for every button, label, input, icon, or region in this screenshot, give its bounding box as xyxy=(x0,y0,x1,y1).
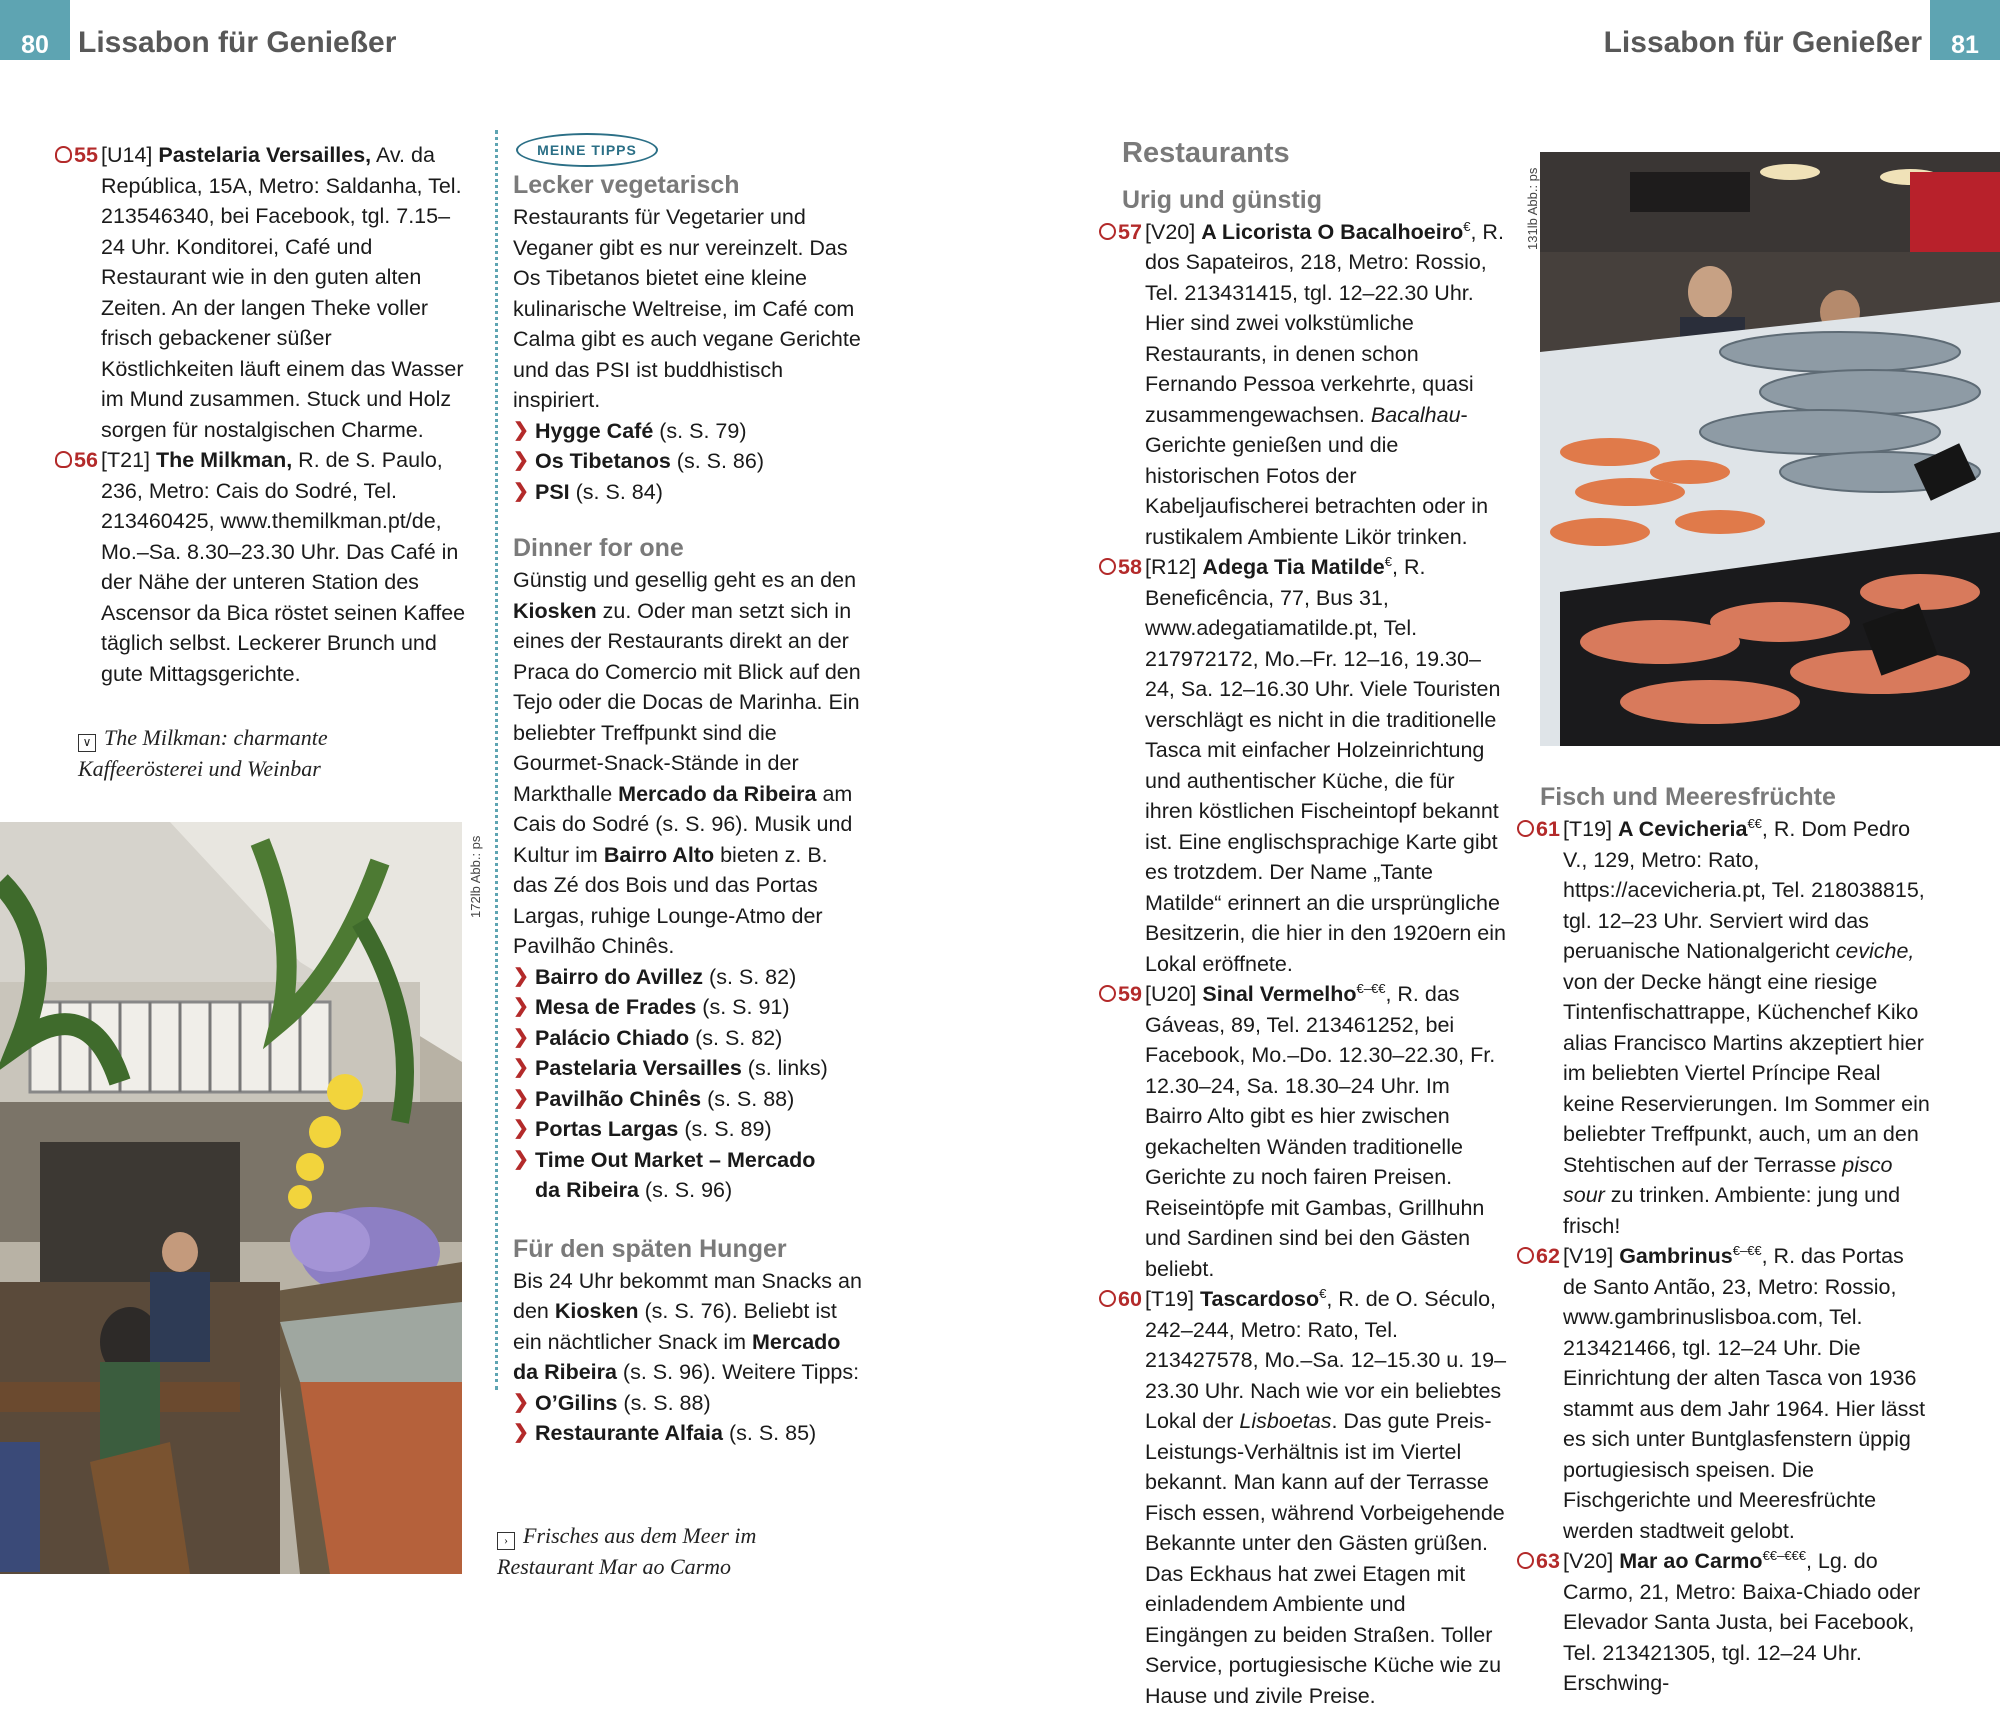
down-arrow-icon: ∨ xyxy=(78,734,96,752)
entry-62: 62 [V19] Gambrinus€–€€, R. das Portas de Santo Antão, 23, Metro: Rossio, www.gambrinuslisboa.com, Tel. 213421466, tgl. 12–24 Uhr. Die Einrichtung der alten Tasca von 1936 stammt aus dem Jahr 1964. Hier lässt es sich unter Buntglasfenstern üppig portugiesisch speisen. Die Fischgerichte und Meeresfrüchte werden stadtweit gelobt. xyxy=(1540,1241,1930,1546)
entry-57: 57 [V20] A Licorista O Bacalhoeiro€, R. dos Sapateiros, 218, Metro: Rossio, Tel. 213431415, tgl. 12–22.30 Uhr. Hier sind zwei volkstümliche Restaurants, in denen schon Fernando Pessoa verkehrte, quasi zusammengewachsen. Bacalhau-Gerichte genießen und die historischen Fotos der Kabeljaufischerei betrachten oder in rustikalem Ambiente Likör trinken. xyxy=(1122,217,1507,553)
list-item: ❯ Pavilhão Chinês (s. S. 88) xyxy=(513,1084,863,1115)
entry-number: 55 xyxy=(55,140,98,171)
page-number-left: 80 xyxy=(0,0,70,60)
photo-caption-milkman: ∨ The Milkman: charmante Kaffeerösterei und Weinbar xyxy=(78,725,328,781)
paragraph-dinner: Günstig und gesellig geht es an den Kiosken zu. Oder man setzt sich in eines der Restaurants direkt an der Praca do Comercio mit Blick auf den Tejo oder die Docas de Marinha. Ein beliebter Treffpunkt sind die Gourmet-Snack-Stände in der Markthalle Mercado da Ribeira am Cais do Sodré (s. S. 96). Musik und Kultur im Bairro Alto bieten z. B. das Zé dos Bois und das Portas Largas, ruhige Lounge-Atmo der Pavilhão Chinês. xyxy=(513,568,861,958)
column-1 xyxy=(74,140,470,689)
bar-icon xyxy=(1517,1247,1534,1264)
entry-58: 58 [R12] Adega Tia Matilde€, R. Beneficência, 77, Bus 31, www.adegatiamatilde.pt, Tel. 217972172, Mo.–Fr. 12–16, 19.30–24, Sa. 12–16.30 Uhr. Viele Touristen verschlägt es nicht in die traditionelle Tasca mit einfacher Holzeinrichtung und authentischer Küche, die für ihren köstlichen Fischeintopf bekannt ist. Eine englischsprachige Karte gibt es trotzdem. Der Name „Tante Matilde“ erinnert an die ursprüngliche Besitzerin, die hier in den 1920ern ein Lokal eröffnete. xyxy=(1122,552,1507,979)
entry-61: 61 [T19] A Cevicheria€€, R. Dom Pedro V., 129, Metro: Rato, https://acevicheria.pt, Tel. 218038815, tgl. 12–23 Uhr. Serviert wird das peruanische Nationalgericht ceviche, von der Decke hängt eine riesige Tintenfischattrappe, Küchenchef Kiko alias Francisco Martins akzeptiert hier im beliebten Viertel Príncipe Real keine Reservierungen. Im Sommer ein beliebter Treffpunkt, auch, um an den Stehtischen auf der Terrasse pisco sour zu trinken. Ambiente: jung und frisch! xyxy=(1540,814,1930,1241)
heading-urig-und-guenstig: Urig und günstig xyxy=(1122,185,1322,214)
paragraph-spaeter-hunger: Bis 24 Uhr bekommt man Snacks an den Kiosken (s. S. 76). Beliebt ist ein nächtlicher Snack im Mercado da Ribeira (s. S. 96). Weitere Tipps: xyxy=(513,1268,862,1384)
cafe-icon xyxy=(55,146,72,163)
entry-name: Pastelaria Versailles, xyxy=(158,143,372,167)
heading-fisch-und-meeresfruechte: Fisch und Meeresfrüchte xyxy=(1540,783,1836,811)
list-dinner xyxy=(513,962,863,1206)
milkman-photo xyxy=(0,822,462,1574)
entry-63: 63 [V20] Mar ao Carmo€€–€€€, Lg. do Carmo, 21, Metro: Baixa-Chiado oder Elevador Santa Justa, bei Facebook, Tel. 213421305, tgl. 12–24 Uhr. Erschwing- xyxy=(1540,1546,1930,1699)
restaurant-icon xyxy=(1099,223,1116,240)
list-item: ❯ Portas Largas (s. S. 89) xyxy=(513,1114,863,1145)
list-item: ❯ Time Out Market – Mercado da Ribeira (s. S. 96) xyxy=(513,1145,825,1206)
list-item: ❯ O’Gilins (s. S. 88) xyxy=(513,1388,863,1419)
list-item: ❯ PSI (s. S. 84) xyxy=(513,477,863,508)
list-item: ❯ Os Tibetanos (s. S. 86) xyxy=(513,446,863,477)
right-arrow-icon: › xyxy=(497,1532,515,1550)
list-item: ❯ Bairro do Avillez (s. S. 82) xyxy=(513,962,863,993)
cafe-icon xyxy=(55,451,72,468)
column-2 xyxy=(513,168,863,1449)
entry-name: The Milkman, xyxy=(155,448,293,472)
page-number-right: 81 xyxy=(1930,0,2000,60)
photo-credit-right: 131lb Abb.: ps xyxy=(1525,167,1540,250)
running-head-right: Lissabon für Genießer xyxy=(1603,26,1922,59)
restaurant-icon xyxy=(1099,985,1116,1002)
column-4 xyxy=(1536,780,1930,1699)
entry-55: 55 [U14] Pastelaria Versailles, Av. da República, 15A, Metro: Saldanha, Tel. 213546340, bei Facebook, tgl. 7.15–24 Uhr. Konditorei, Café und Restaurant wie in den guten alten Zeiten. An der langen Theke voller frisch gebackener süßer Köstlichkeiten läuft einem das Wasser im Mund zusammen. Stuck und Holz sorgen für nostalgischen Charme. xyxy=(78,140,470,445)
tipps-divider xyxy=(495,130,498,1390)
restaurant-icon xyxy=(1517,1552,1534,1569)
entry-56: 56 [T21] The Milkman, R. de S. Paulo, 236, Metro: Cais do Sodré, Tel. 213460425, www.themilkman.pt/de, Mo.–Sa. 8.30–23.30 Uhr. Das Café in der Nähe der unteren Station des Ascensor da Bica röstet seinen Kaffee täglich selbst. Leckerer Brunch und gute Mittagsgerichte. xyxy=(78,445,470,689)
meine-tipps-badge: MEINE TIPPS xyxy=(516,133,658,167)
paragraph-vegetarisch: Restaurants für Vegetarier und Veganer gibt es nur vereinzelt. Das Os Tibetanos bietet eine kleine kulinarische Weltreise, im Café com Calma gibt es auch vegane Gerichte und das PSI ist buddhistisch inspiriert. xyxy=(513,205,861,412)
heading-spaeter-hunger: Für den späten Hunger xyxy=(513,1234,787,1263)
list-item: ❯ Mesa de Frades (s. S. 91) xyxy=(513,992,863,1023)
list-spaeter-hunger xyxy=(513,1388,863,1449)
list-item: ❯ Palácio Chiado (s. S. 82) xyxy=(513,1023,863,1054)
entry-60: 60 [T19] Tascardoso€, R. de O. Século, 242–244, Metro: Rato, Tel. 213427578, Mo.–Sa. 12–15.30 u. 19–23.30 Uhr. Nach wie vor ein beliebtes Lokal der Lisboetas. Das gute Preis-Leistungs-Verhältnis ist im Viertel bekannt. Man kann auf der Terrasse Fisch essen, während Vorbeigehende Bekannte unter den Gästen grüßen. Das Eckhaus hat zwei Etagen mit einladendem Ambiente und Eingängen zu beiden Straßen. Toller Service, portugiesische Küche wie zu Hause und zivile Preise. xyxy=(1122,1284,1507,1711)
entry-59: 59 [U20] Sinal Vermelho€–€€, R. das Gáveas, 89, Tel. 213461252, bei Facebook, Mo.–Do. 12.30–22.30, Fr. 12.30–24, Sa. 18.30–24 Uhr. Im Bairro Alto gibt es hier zwischen gekachelten Wänden traditionelle Gerichte zu noch fairen Preisen. Reiseintöpfe mit Gambas, Grillhuhn und Sardinen sind bei den Gästen beliebt. xyxy=(1122,979,1507,1284)
photo-caption-mar-ao-carmo: › Frisches aus dem Meer im Restaurant Mar ao Carmo xyxy=(497,1523,757,1579)
entry-number: 56 xyxy=(55,445,98,476)
heading-lecker-vegetarisch: Lecker vegetarisch xyxy=(513,171,740,199)
photo-credit-left: 172lb Abb.: ps xyxy=(468,835,483,918)
restaurant-icon xyxy=(1517,820,1534,837)
list-item: ❯ Hygge Café (s. S. 79) xyxy=(513,416,863,447)
running-head-left: Lissabon für Genießer xyxy=(78,26,397,59)
section-heading-restaurants: Restaurants xyxy=(1122,137,1290,169)
list-item: ❯ Restaurante Alfaia (s. S. 85) xyxy=(513,1418,863,1449)
mar-ao-carmo-photo xyxy=(1540,152,2000,746)
restaurant-icon xyxy=(1099,1290,1116,1307)
list-vegetarisch xyxy=(513,416,863,508)
list-item: ❯ Pastelaria Versailles (s. links) xyxy=(513,1053,863,1084)
heading-dinner-for-one: Dinner for one xyxy=(513,534,684,562)
column-3 xyxy=(1118,137,1507,1711)
restaurant-icon xyxy=(1099,558,1116,575)
